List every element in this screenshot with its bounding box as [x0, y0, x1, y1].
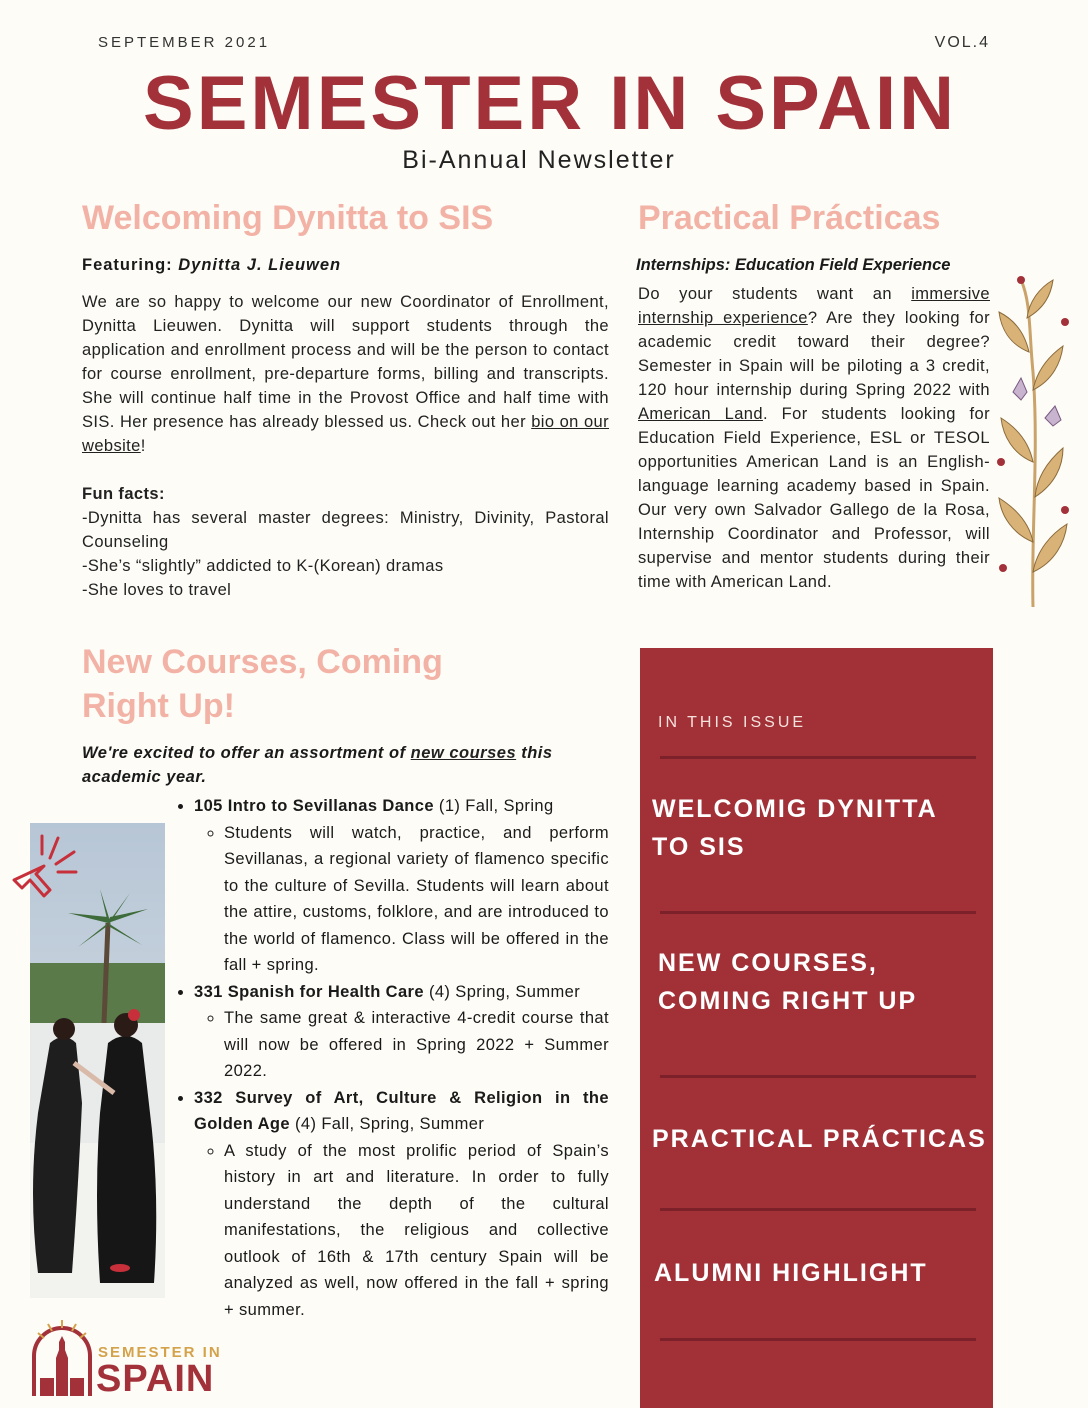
semester-in-spain-logo: [30, 1318, 240, 1398]
floral-branch-icon: [993, 272, 1078, 612]
practicas-text: . For students looking for Education Field Experience, ESL or TESOL opportunities American Land is an English-language learning academy based in Spain. Our very own Salvador Gallego de la Rosa, Internship Coordinator and Professor, will supervise and mentor students during their time with American Land.: [638, 405, 990, 591]
courses-heading-line: Right Up!: [82, 687, 235, 726]
course-meta: (1) Fall, Spring: [433, 797, 554, 815]
fun-fact: -Dynitta has several master degrees: Ministry, Divinity, Pastoral Counseling: [82, 509, 609, 551]
issue-date: SEPTEMBER 2021: [98, 34, 271, 51]
course-description: ◦ A study of the most prolific period of Spain’s history in art and literature. In order to fully understand the depth of the cultural manifestations, the religious and collective outlook of 16th & 17th century Spain will be analyzed as well, now offered in the fall + spring + summer.: [224, 1138, 609, 1324]
cursor-click-icon: [8, 828, 80, 908]
divider: [660, 1208, 976, 1211]
in-this-issue-panel: [640, 648, 993, 1408]
practicas-body: [638, 282, 990, 594]
divider: [660, 1075, 976, 1078]
practicas-subheading: Internships: Education Field Experience: [636, 256, 951, 274]
featuring-label: Featuring:: [82, 256, 173, 274]
welcome-intro-end: !: [140, 437, 146, 455]
courses-intro: [82, 741, 572, 789]
course-description: ◦ Students will watch, practice, and perform Sevillanas, a regional variety of flamenco specific to the culture of Sevilla. Students will learn about the attire, customs, folklore, and are introduced to the world of flamenco. Class will be offered in the fall + spring.: [224, 820, 609, 979]
toc-item-line: TO SIS: [652, 833, 746, 861]
divider: [660, 911, 976, 914]
course-list: [172, 793, 609, 1323]
american-land-link[interactable]: American Land: [638, 405, 763, 423]
divider: [660, 756, 976, 759]
divider: [660, 1338, 976, 1341]
practicas-text: Do your students want an: [638, 285, 912, 303]
practicas-heading: Practical Prácticas: [638, 199, 941, 237]
courses-heading: [82, 640, 443, 728]
course-item: [194, 1085, 609, 1324]
volume-number: VOL.4: [934, 34, 990, 51]
fun-facts: [82, 482, 609, 602]
fun-fact: -She’s “slightly” addicted to K-(Korean) dramas: [82, 557, 444, 575]
course-meta: (4) Fall, Spring, Summer: [289, 1115, 485, 1133]
featuring-name: Dynitta J. Lieuwen: [178, 256, 342, 274]
in-this-issue-label: IN THIS ISSUE: [658, 714, 807, 731]
courses-intro-text: We're excited to offer an assortment of: [82, 744, 411, 762]
course-name: 332 Survey of Art, Culture & Religion in the Golden Age: [194, 1088, 609, 1133]
fun-facts-label: Fun facts:: [82, 485, 165, 503]
new-courses-link[interactable]: new courses: [410, 744, 517, 762]
newsletter-title: SEMESTER IN SPAIN: [143, 61, 957, 146]
courses-heading-line: New Courses, Coming: [82, 643, 443, 681]
toc-item-welcoming-dynitta[interactable]: [652, 790, 938, 866]
logo-top-text: SEMESTER IN: [98, 1344, 222, 1361]
bio-link[interactable]: bio on our website: [82, 413, 610, 455]
fun-fact: -She loves to travel: [82, 581, 232, 599]
toc-item-alumni-highlight[interactable]: [654, 1254, 928, 1292]
courses-intro-text: this academic year.: [82, 744, 553, 786]
course-item: [194, 793, 609, 979]
welcome-intro-text: We are so happy to welcome our new Coordinator of Enrollment, Dynitta Lieuwen. Dynitta will support students through the application and enrollment process and will be the person to contact for course enrollment, pre-departure forms, billing and transcripts. She will continue half time in the Provost Office and half time with SIS. Her presence has already blessed us. Check out her: [82, 293, 609, 431]
cathedral-tower-icon: [30, 1318, 94, 1398]
toc-item-line: COMING RIGHT UP: [658, 987, 918, 1015]
toc-item-line: NEW COURSES,: [658, 949, 878, 977]
toc-item-new-courses[interactable]: [658, 944, 917, 1020]
logo-bottom-text: SPAIN: [96, 1358, 215, 1400]
course-description: ◦ The same great & interactive 4-credit course that will now be offered in Spring 2022 + Summer 2022.: [224, 1005, 609, 1085]
internship-link[interactable]: immersive internship experience: [638, 285, 990, 327]
toc-item-practical-practicas[interactable]: [652, 1120, 987, 1158]
practicas-text: ? Are they looking for academic credit toward their degree? Semester in Spain will be piloting a 3 credit, 120 hour internship during Spring 2022 with: [638, 309, 991, 399]
course-item: [194, 979, 609, 1085]
newsletter-subtitle: Bi-Annual Newsletter: [402, 146, 676, 174]
toc-item-line: WELCOMIG DYNITTA: [652, 795, 938, 823]
toc-item-line: ALUMNI HIGHLIGHT: [654, 1259, 928, 1287]
welcome-heading: Welcoming Dynitta to SIS: [82, 199, 494, 237]
welcome-intro: [82, 290, 609, 458]
course-name: 331 Spanish for Health Care: [194, 982, 424, 1001]
course-meta: (4) Spring, Summer: [423, 982, 581, 1001]
course-name: 105 Intro to Sevillanas Dance: [194, 797, 434, 815]
toc-item-line: PRACTICAL PRÁCTICAS: [652, 1125, 987, 1153]
featuring-line: [82, 256, 341, 275]
